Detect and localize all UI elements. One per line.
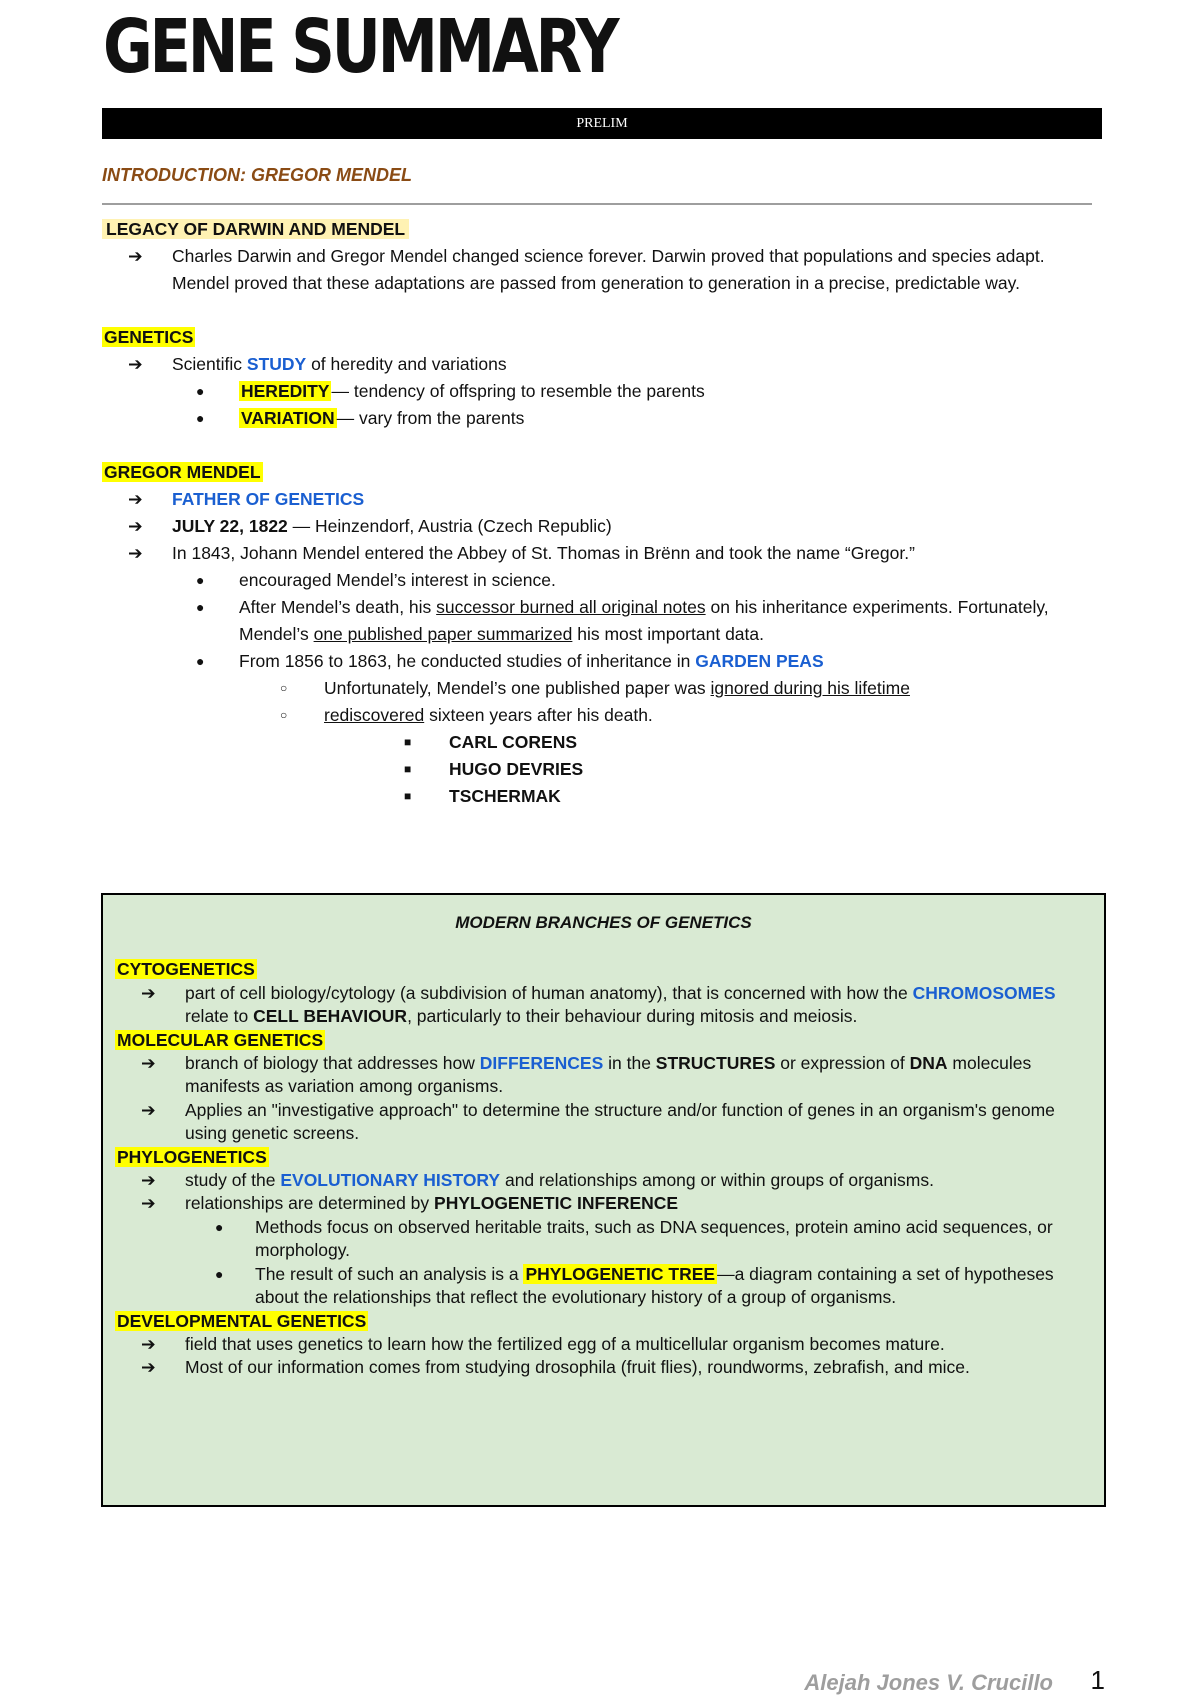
arrow-icon: ➔ — [141, 1357, 156, 1378]
modern-branches-box — [101, 893, 1106, 1507]
bullet-icon: ● — [196, 599, 205, 615]
list-item: ○ rediscovered sixteen years after his death. — [102, 702, 1102, 729]
legacy-list — [102, 243, 1102, 297]
list-item: ➔ FATHER OF GENETICS — [102, 486, 1102, 513]
list-item: ➔ JULY 22, 1822 — Heinzendorf, Austria (Czech Republic) — [102, 513, 1102, 540]
arrow-icon: ➔ — [128, 516, 143, 536]
genetics-heading: GENETICS — [104, 327, 194, 347]
arrow-icon: ➔ — [141, 1099, 156, 1120]
list-item: ● VARIATION — vary from the parents — [102, 405, 1102, 432]
mendel-list — [102, 486, 1102, 810]
list-item: ● From 1856 to 1863, he conducted studies of inheritance in GARDEN PEAS — [102, 648, 1102, 675]
page-title: GENE SUMMARY — [103, 4, 617, 90]
list-item: ➔ part of cell biology/cytology (a subdivision of human anatomy), that is concerned with how the CHROMOSOMES relate to CELL BEHAVIOUR, particularly to their behaviour during mitosis and meiosis. — [141, 982, 1056, 1027]
arrow-icon: ➔ — [141, 1053, 156, 1074]
list-item: ● HEREDITY — tendency of offspring to resemble the parents — [102, 378, 1102, 405]
list-item: ➔ field that uses genetics to learn how the fertilized egg of a multicellular organism becomes mature. — [115, 1333, 1092, 1356]
phylogenetics-heading: PHYLOGENETICS — [117, 1146, 267, 1167]
cytogenetics-heading: CYTOGENETICS — [117, 959, 255, 980]
list-item: ➔ Most of our information comes from studying drosophila (fruit flies), roundworms, zebrafish, and mice. — [115, 1356, 1092, 1379]
main-content — [102, 216, 1102, 810]
list-item: ● encouraged Mendel’s interest in science. — [102, 567, 1102, 594]
list-item: ➔ Charles Darwin and Gregor Mendel changed science forever. Darwin proved that populations and species adapt. Mendel proved that these adaptations are passed from generation to generation in a precise, predictable way. — [102, 243, 1102, 297]
list-item: ➔ In 1843, Johann Mendel entered the Abbey of St. Thomas in Brënn and took the name “Gregor.” — [102, 540, 1102, 567]
list-item: ➔ relationships are determined by PHYLOGENETIC INFERENCE — [115, 1192, 1092, 1215]
arrow-icon: ➔ — [141, 1333, 156, 1354]
list-item: ■ HUGO DEVRIES — [102, 756, 1102, 783]
footer-author: Alejah Jones V. Crucillo — [804, 1670, 1053, 1695]
bullet-icon: ● — [196, 410, 205, 426]
arrow-icon: ➔ — [128, 489, 143, 509]
list-item: ➔ Applies an "investigative approach" to determine the structure and/or function of genes in an organism's genome using genetic screens. — [141, 1099, 1055, 1144]
intro-heading: INTRODUCTION: GREGOR MENDEL — [102, 165, 412, 185]
list-item: ● The result of such an analysis is a PHYLOGENETIC TREE —a diagram containing a set of hypotheses about the relationships that reflect the evolutionary history of a group of organisms. — [215, 1263, 1054, 1308]
list-item: ● After Mendel’s death, his successor burned all original notes on his inheritance experiments. Fortunately, Mendel’s one published paper summarized his most important data. — [102, 594, 1102, 648]
bullet-icon: ● — [215, 1265, 224, 1282]
circle-bullet-icon: ○ — [280, 681, 288, 695]
arrow-icon: ➔ — [128, 354, 143, 374]
bullet-icon: ● — [215, 1218, 224, 1235]
bullet-icon: ● — [196, 383, 205, 399]
list-item: ➔ branch of biology that addresses how DIFFERENCES in the STRUCTURES or expression of DNA molecules manifests as variation among organisms. — [141, 1053, 1032, 1097]
list-item: ○ Unfortunately, Mendel’s one published paper was ignored during his lifetime — [102, 675, 1102, 702]
arrow-icon: ➔ — [141, 982, 156, 1003]
list-item: ■ CARL CORENS — [102, 729, 1102, 756]
arrow-icon: ➔ — [128, 543, 143, 563]
arrow-icon: ➔ — [141, 1193, 156, 1214]
page-number: 1 — [1090, 1665, 1105, 1695]
prelim-banner: PRELIM — [102, 108, 1102, 139]
list-item: ➔ study of the EVOLUTIONARY HISTORY and relationships among or within groups of organisms. — [115, 1169, 1092, 1192]
box-title: MODERN BRANCHES OF GENETICS — [455, 913, 752, 932]
square-bullet-icon: ■ — [404, 762, 412, 776]
bullet-icon: ● — [196, 653, 205, 669]
square-bullet-icon: ■ — [404, 789, 412, 803]
arrow-icon: ➔ — [141, 1170, 156, 1191]
developmental-genetics-list — [115, 1333, 1092, 1380]
genetics-list — [102, 351, 1102, 432]
molecular-genetics-list — [115, 1052, 1092, 1146]
bullet-icon: ● — [196, 572, 205, 588]
phylogenetics-list — [115, 1169, 1092, 1309]
list-item: ● Methods focus on observed heritable traits, such as DNA sequences, protein amino acid sequences, or morphology. — [215, 1216, 1053, 1261]
cytogenetics-list — [115, 982, 1092, 1029]
arrow-icon: ➔ — [128, 246, 143, 266]
mendel-heading: GREGOR MENDEL — [104, 462, 261, 482]
square-bullet-icon: ■ — [404, 735, 412, 749]
developmental-genetics-heading: DEVELOPMENTAL GENETICS — [117, 1310, 367, 1331]
molecular-genetics-heading: MOLECULAR GENETICS — [117, 1029, 324, 1050]
divider — [102, 203, 1092, 205]
circle-bullet-icon: ○ — [280, 708, 288, 722]
list-item: ➔ Scientific STUDY of heredity and variations — [102, 351, 1102, 378]
legacy-heading: LEGACY OF DARWIN AND MENDEL — [102, 216, 1102, 243]
list-item: ■ TSCHERMAK — [102, 783, 1102, 810]
